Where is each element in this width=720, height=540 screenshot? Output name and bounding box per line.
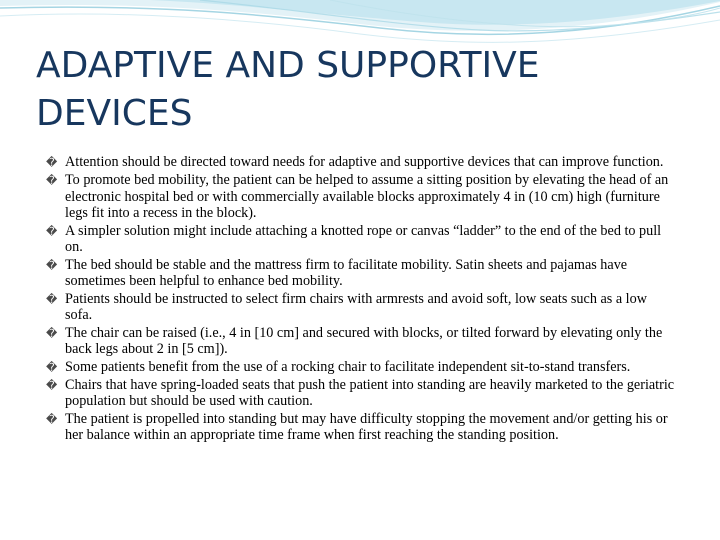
bullet-marker-icon: � <box>46 326 58 340</box>
bullet-text: The patient is propelled into standing but may have difficulty stopping the movement and/or getting his or her balance within an appropriate time frame when first reaching the standing position. <box>65 410 668 443</box>
bullet-list <box>46 154 676 445</box>
bullet-text: To promote bed mobility, the patient can be helped to assume a sitting position by elevating the head of an electronic hospital bed or with commercially available blocks approximately 4 in (10 cm) high (furniture legs fit into a recess in the block). <box>65 172 669 221</box>
bullet-text: A simpler solution might include attaching a knotted rope or canvas “ladder” to the end of the bed to pull on. <box>65 222 662 255</box>
bullet-text: Patients should be instructed to select firm chairs with armrests and avoid soft, low seats such as a low sofa. <box>65 290 647 323</box>
bullet-marker-icon: � <box>46 224 58 238</box>
title-line-1: ADAPTIVE AND SUPPORTIVE <box>36 45 540 86</box>
bullet-text: The bed should be stable and the mattress firm to facilitate mobility. Satin sheets and pajamas have sometimes been helpful to enhance bed mobility. <box>65 256 628 289</box>
bullet-marker-icon: � <box>46 292 58 306</box>
bullet-text: Some patients benefit from the use of a rocking chair to facilitate independent sit-to-stand transfers. <box>65 358 631 375</box>
bullet-marker-icon: � <box>46 378 58 392</box>
slide-title <box>36 42 686 138</box>
bullet-marker-icon: � <box>46 174 58 187</box>
title-line-2: DEVICES <box>36 93 193 134</box>
bullet-marker-icon: � <box>46 360 58 374</box>
bullet-item <box>46 325 676 358</box>
bullet-text: Chairs that have spring-loaded seats that push the patient into standing are heavily marketed to the geriatric population but should be used with caution. <box>65 376 675 409</box>
bullet-item <box>46 411 676 444</box>
bullet-item <box>46 154 676 171</box>
bullet-item <box>46 359 676 376</box>
bullet-item <box>46 377 676 410</box>
bullet-item <box>46 257 676 290</box>
bullet-text: The chair can be raised (i.e., 4 in [10 cm] and secured with blocks, or tilted forward by elevating only the back legs about 2 in [5 cm]). <box>65 324 663 357</box>
bullet-item <box>46 172 676 222</box>
bullet-marker-icon: � <box>46 258 58 272</box>
bullet-text: Attention should be directed toward needs for adaptive and supportive devices that can improve function. <box>65 154 664 170</box>
bullet-item <box>46 291 676 324</box>
bullet-item <box>46 223 676 256</box>
bullet-marker-icon: � <box>46 156 58 169</box>
bullet-marker-icon: � <box>46 412 58 426</box>
